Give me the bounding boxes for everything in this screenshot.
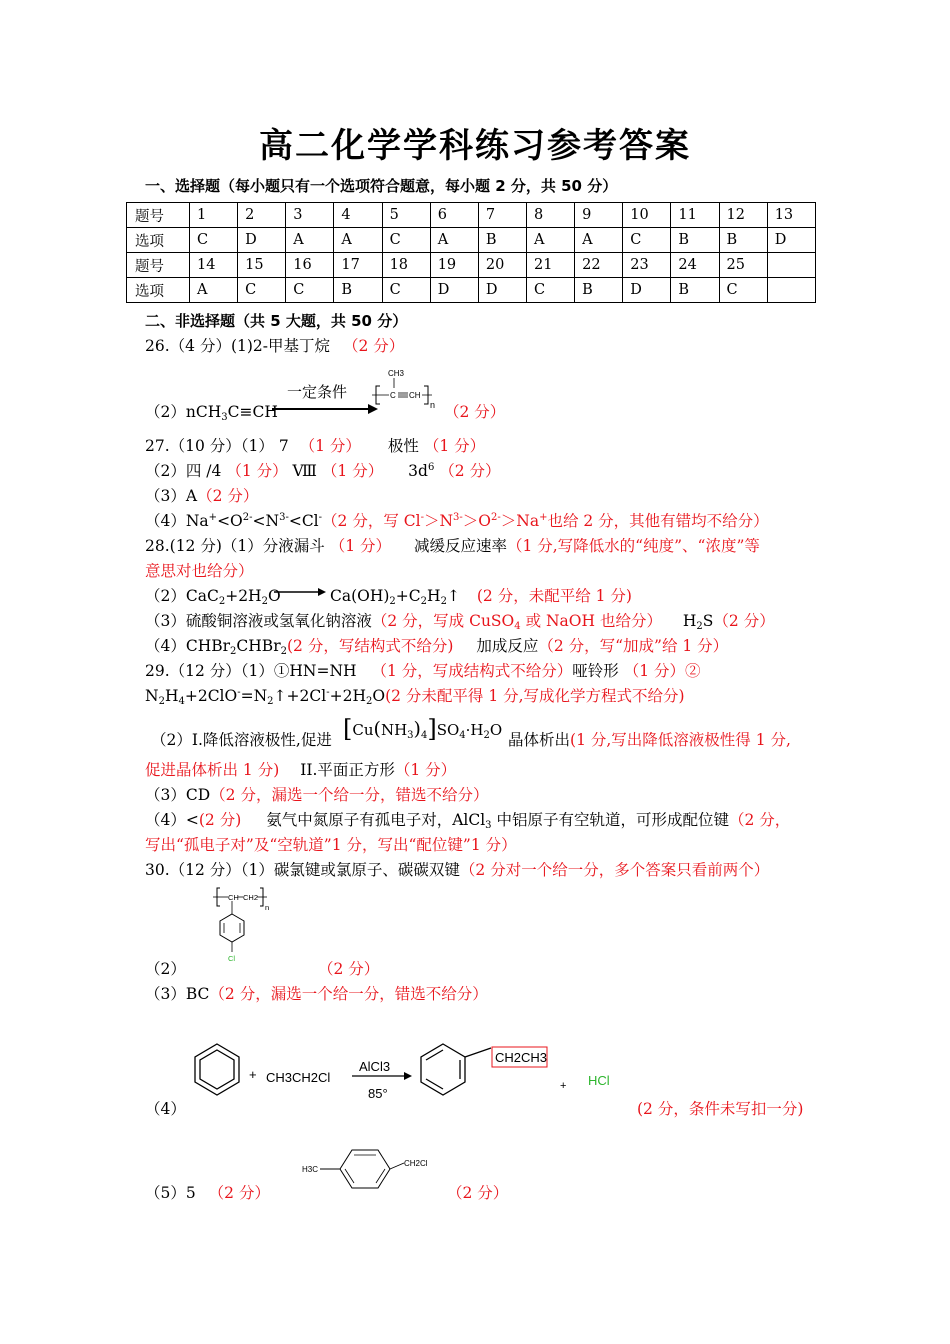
- q26-arrow-head: [368, 404, 378, 414]
- q29-equation: $N_2H_4+2ClO^-=N_2↑+2Cl^-+2H_2O$: [145, 687, 386, 707]
- q26-score-1: （2 分）: [342, 337, 405, 355]
- q30-h3c-label: H3C: [302, 1165, 319, 1174]
- q27-answer-4: $(4)Na^+<O^{2-}<N^{3-}<Cl^-$: [145, 512, 323, 530]
- q27-answer-3: （3）A: [145, 487, 198, 505]
- q27-line4: [145, 509, 769, 531]
- q27-score-1: （1 分）: [299, 437, 361, 455]
- table-cell: C: [382, 228, 430, 253]
- section-2-heading: 二、非选择题（共 5 大题，共 50 分）: [145, 312, 408, 330]
- table-cell: C: [719, 278, 767, 303]
- table-cell: D: [478, 278, 526, 303]
- table-cell: B: [478, 228, 526, 253]
- q28-answer-4: （4）CHBr$_2$CHBr$_2$: [145, 637, 287, 657]
- table-cell: 2: [238, 203, 286, 228]
- reaction-plus-2: +: [560, 1080, 567, 1092]
- q27-config-sup: 6: [427, 462, 435, 473]
- q30-note-1: （2 分对一个给一分，多个答案只看前两个）: [459, 861, 770, 879]
- q27-answer-group: Ⅷ: [292, 462, 317, 480]
- benzene-ring-1: [195, 1044, 239, 1095]
- q29-line6: [145, 808, 790, 830]
- reaction-temperature: 85°: [368, 1086, 388, 1101]
- table-cell: B: [334, 278, 382, 303]
- table-cell: A: [190, 278, 238, 303]
- q27-score-2: （1 分）: [423, 437, 486, 455]
- table-cell: C: [238, 278, 286, 303]
- page-title: 高二化学学科练习参考答案: [259, 126, 691, 166]
- q29-answer-precipitate: 晶体析出: [508, 731, 571, 749]
- table-cell: 22: [575, 253, 623, 278]
- q26-score-2: （2 分）: [444, 403, 506, 421]
- table-cell: 14: [190, 253, 238, 278]
- q29-score-6: (2 分): [198, 811, 242, 829]
- table-cell: 7: [478, 203, 526, 228]
- q30-poly-n: n: [265, 903, 270, 912]
- table-row: [127, 253, 816, 278]
- table-cell: 24: [671, 253, 719, 278]
- table-cell: 3: [286, 203, 334, 228]
- table-row: [127, 228, 816, 253]
- q28-line1: [145, 534, 760, 556]
- q28-score-1: （1 分）: [329, 537, 391, 555]
- table-cell: [767, 253, 815, 278]
- q28-answer-3: （3）硫酸铜溶液或氢氧化钠溶液: [145, 612, 372, 630]
- q30-note-4: (2 分，条件未写扣一分): [637, 1100, 804, 1118]
- table-cell: 25: [719, 253, 767, 278]
- q27-score-6: （2 分）: [197, 487, 259, 505]
- q27-answer-1: 27.（10 分）（1） 7: [145, 437, 289, 455]
- q26-line2: [145, 400, 278, 422]
- q29-note-3: (1 分,写出降低溶液极性得 1 分,: [570, 731, 791, 749]
- q28-answer-addition: 加成反应: [476, 637, 539, 655]
- q27-answer-period: （2）四 /4: [145, 462, 222, 480]
- reaction-catalyst-alcl3: AlCl3: [359, 1059, 391, 1074]
- table-cell: C: [382, 278, 430, 303]
- q29-line4: [145, 758, 456, 780]
- q26-c-label: C: [390, 391, 396, 400]
- benzene-ring-2: [421, 1044, 465, 1095]
- q29-answer-explain: 氨气中氮原子有孤电子对，AlCl$_3$ 中铝原子有空轨道，可形成配位键: [266, 811, 729, 831]
- table-cell: 11: [671, 203, 719, 228]
- q30-line2: [145, 957, 186, 979]
- q28-note-3: （2 分，写成 CuSO$_4$ 或 NaOH 也给分）: [371, 612, 662, 632]
- q28-note-2: (2 分，未配平给 1 分): [476, 587, 632, 605]
- table-row-label: 题号: [127, 253, 190, 278]
- q27-score-3: （1 分）: [226, 462, 288, 480]
- q30-poly-cl: Cl: [228, 954, 236, 963]
- q28-note-1: （1 分,写降低水的“纯度”、“浓度”等: [506, 537, 760, 555]
- q29-score-4: （1 分）: [394, 761, 457, 779]
- q30-line5: [145, 1181, 270, 1203]
- q27-line2: [145, 459, 501, 481]
- q26-ch3-label: CH3: [388, 369, 405, 378]
- q30-score-2: （2 分）: [318, 960, 380, 978]
- table-cell: B: [671, 278, 719, 303]
- q28-line4: [145, 634, 728, 656]
- q27-score-4: （1 分）: [321, 462, 384, 480]
- table-cell: 5: [382, 203, 430, 228]
- q30-answer-1: 30.（12 分）（1）碳氯键或氯原子、碳碳双键: [145, 861, 460, 879]
- q30-answer-3: （3）BC: [145, 985, 210, 1003]
- q29-note-2: (2 分未配平得 1 分,写成化学方程式不给分): [385, 687, 685, 705]
- q29-note-5: （2 分，漏选一个给一分，错选不给分）: [210, 786, 489, 804]
- reaction-product-hcl: HCl: [588, 1073, 610, 1088]
- q27-line3: [145, 484, 258, 506]
- q30-polymer-structure: [208, 884, 278, 970]
- q26-polymer-structure: [272, 366, 452, 418]
- table-cell: A: [526, 228, 574, 253]
- table-cell: D: [430, 278, 478, 303]
- q28-note-4: (2 分，写结构式不给分): [286, 637, 454, 655]
- table-cell: 16: [286, 253, 334, 278]
- reaction-arrow-head: [404, 1072, 412, 1080]
- table-cell: 9: [575, 203, 623, 228]
- answer-table: [126, 202, 816, 303]
- q29-note-7: 写出“孤电子对”及“空轨道”1 分，写出“配位键”1 分）: [145, 836, 517, 854]
- q30-reaction-scheme: [186, 1038, 626, 1108]
- q30-score-5: （2 分）: [208, 1184, 270, 1202]
- table-row: [127, 278, 816, 303]
- reaction-product-ethyl: CH2CH3: [495, 1050, 548, 1065]
- q30-score-5b: （2 分）: [447, 1184, 509, 1202]
- q29-line3b: [508, 728, 791, 750]
- table-cell: C: [190, 228, 238, 253]
- table-cell: D: [767, 228, 815, 253]
- table-cell: 23: [623, 253, 671, 278]
- q29-answer-square: II.平面正方形: [300, 761, 395, 779]
- q29-note-1: （1 分，写成结构式不给分）: [371, 662, 573, 680]
- table-cell: 4: [334, 203, 382, 228]
- q26-answer-1: 26.（4 分）(1)2-甲基丁烷: [145, 337, 330, 355]
- q30-line3: [145, 982, 488, 1004]
- q28-note-1b: 意思对也给分）: [145, 562, 254, 580]
- q30-line4: [145, 1097, 186, 1119]
- table-cell: 18: [382, 253, 430, 278]
- q29-line5: [145, 783, 488, 805]
- table-cell: C: [286, 278, 334, 303]
- table-cell: B: [671, 228, 719, 253]
- q26-ch-label: CH: [409, 391, 421, 400]
- q26-line1: [145, 334, 404, 356]
- table-cell: 8: [526, 203, 574, 228]
- q29-line3: [151, 728, 332, 750]
- q30-poly-ch: CH: [228, 893, 239, 902]
- table-cell: C: [526, 278, 574, 303]
- q28-line3: [145, 609, 775, 631]
- reaction-reagent-ch3ch2cl: CH3CH2Cl: [266, 1070, 331, 1085]
- section-1-heading: 一、选择题（每小题只有一个选项符合题意，每小题 2 分，共 50 分）: [145, 177, 618, 195]
- q28-answer-rate: 减缓反应速率: [413, 537, 507, 555]
- q30-answer-2: （2）: [145, 960, 186, 978]
- table-cell: A: [286, 228, 334, 253]
- q26-condition: 一定条件: [287, 383, 348, 401]
- table-row-label: 选项: [127, 228, 190, 253]
- q30-answer-4: （4）: [145, 1100, 186, 1118]
- q29-line1: [145, 659, 701, 681]
- table-cell: 12: [719, 203, 767, 228]
- q29-answer-2: （2）I.降低溶液极性,促进: [151, 731, 332, 749]
- q27-answer-config: 3d: [408, 462, 428, 480]
- q26-reactant: （2）nCH$_3$C≡CH: [145, 403, 278, 423]
- q29-answer-shape: 哑铃形: [572, 662, 619, 680]
- table-cell: C: [623, 228, 671, 253]
- table-cell: D: [623, 278, 671, 303]
- table-cell: D: [238, 228, 286, 253]
- q27-note-4: （2 分，写 $Cl^->N^{3-}>O^{2-}>Na^+$也给 2 分，其他有错均不给分）: [322, 512, 769, 530]
- q30-note-3: （2 分，漏选一个给一分，错选不给分）: [209, 985, 488, 1003]
- q28-line2: [145, 584, 281, 606]
- table-cell: 20: [478, 253, 526, 278]
- q30-product-structure: [300, 1148, 450, 1192]
- q27-line1: [145, 434, 485, 456]
- q28-products: $Ca(OH)_2+C_2H_2↑$: [330, 587, 460, 607]
- q27-score-5: （2 分）: [439, 462, 501, 480]
- q28-arrow: [274, 584, 326, 600]
- q29-note-4: 促进晶体析出 1 分): [145, 761, 280, 779]
- q29-note-6: （2 分，: [728, 811, 791, 829]
- table-row-label: 选项: [127, 278, 190, 303]
- q28-products-line: [330, 584, 632, 606]
- table-cell: 15: [238, 253, 286, 278]
- q29-complex: $[Cu(NH_3)_4]SO_4\cdot H_2O$: [343, 715, 503, 743]
- q26-n-label: n: [430, 400, 436, 410]
- table-cell: 6: [430, 203, 478, 228]
- table-cell: 1: [190, 203, 238, 228]
- q29-answer-4: （4）<: [145, 811, 199, 829]
- table-cell: 17: [334, 253, 382, 278]
- table-cell: 21: [526, 253, 574, 278]
- table-cell: A: [430, 228, 478, 253]
- table-cell: A: [334, 228, 382, 253]
- q28-answer-1: 28.(12 分)（1）分液漏斗: [145, 537, 325, 555]
- q29-answer-1: 29.（12 分）（1）①HN=NH: [145, 662, 357, 680]
- q29-answer-3: （3）CD: [145, 786, 211, 804]
- table-cell: 19: [430, 253, 478, 278]
- reaction-plus-1: +: [249, 1067, 257, 1082]
- toluene-ring: [340, 1150, 390, 1188]
- table-cell: B: [575, 278, 623, 303]
- table-row-label: 题号: [127, 203, 190, 228]
- table-cell: 10: [623, 203, 671, 228]
- q28-reactants: $(2)CaC_2+2H_2O$: [145, 587, 281, 607]
- table-cell: [767, 278, 815, 303]
- q27-answer-polarity: 极性: [387, 437, 419, 455]
- q30-answer-5: （5）5: [145, 1184, 196, 1202]
- q28-score-3: （2 分）: [713, 612, 775, 630]
- q29-score-1: （1 分）②: [623, 662, 701, 680]
- q29-line2: [145, 684, 685, 706]
- q30-line1: [145, 858, 769, 880]
- table-row: [127, 203, 816, 228]
- table-cell: B: [719, 228, 767, 253]
- table-cell: 13: [767, 203, 815, 228]
- table-cell: A: [575, 228, 623, 253]
- q30-ch2cl-label: CH2Cl: [404, 1159, 428, 1168]
- q28-answer-h2s: $H_2S$: [682, 612, 714, 632]
- q28-note-4b: （2 分，写“加成”给 1 分）: [538, 637, 729, 655]
- q30-poly-ch2: CH2: [243, 893, 259, 902]
